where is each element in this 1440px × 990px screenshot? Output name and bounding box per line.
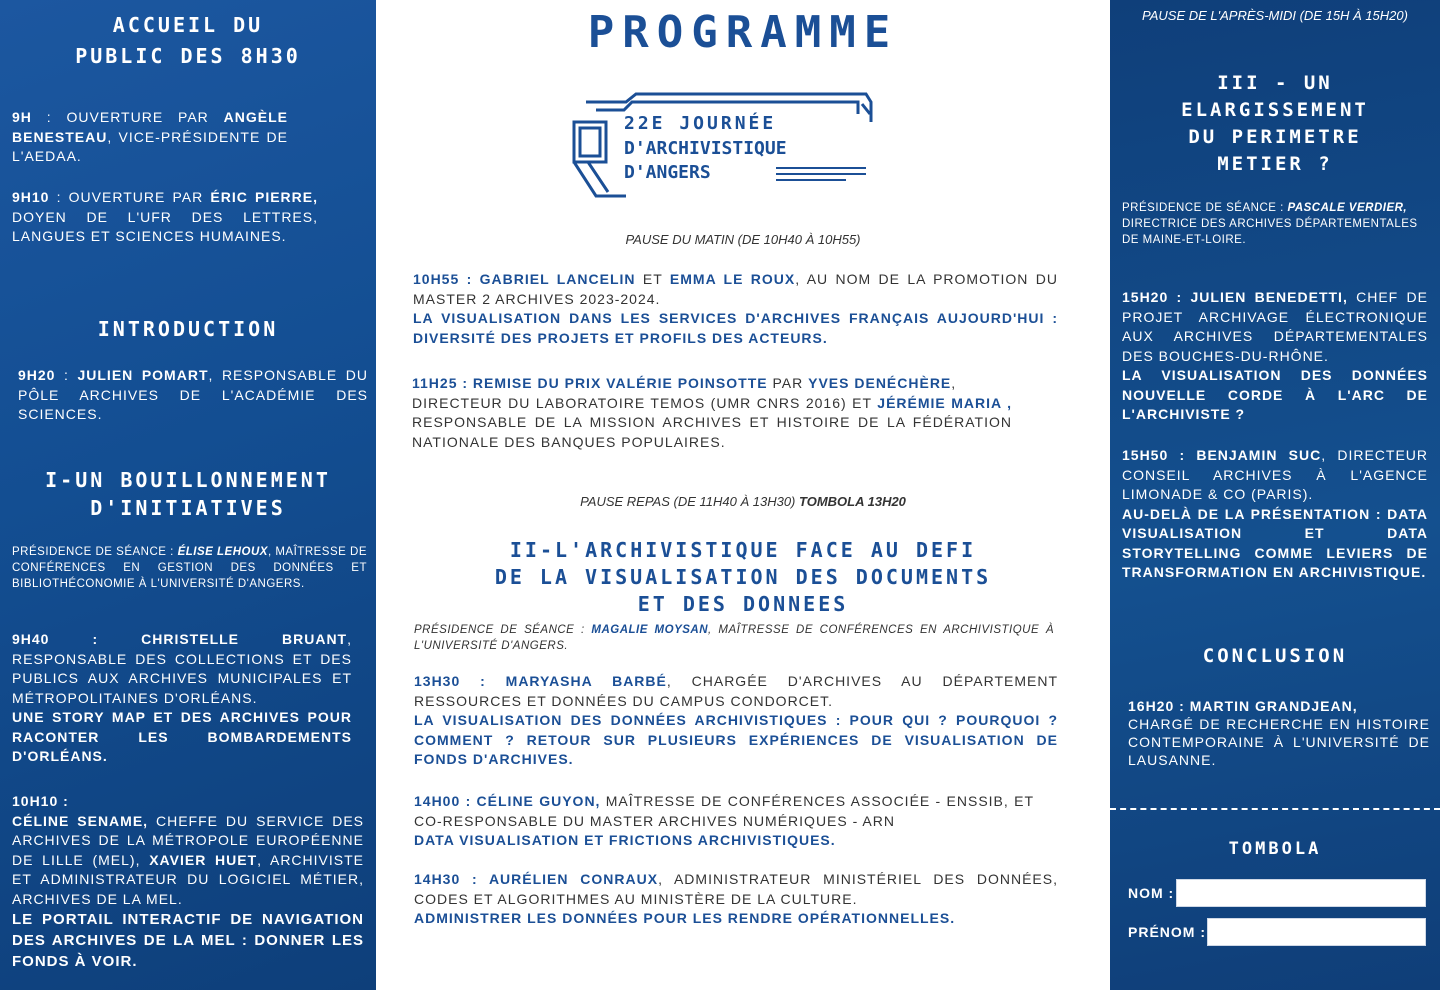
speaker-role: DIRECTEUR DU LABORATOIRE TEMOS (UMR CNRS 2016) ET: [412, 394, 878, 411]
talk-head: 10H55 : GABRIEL LANCELIN: [413, 271, 636, 287]
speaker-name: YVES DENÉCHÈRE: [808, 375, 952, 391]
talk-10h55: [413, 270, 1058, 348]
speaker-role: MAÎTRESSE DE CONFÉRENCES ASSOCIÉE - ENSSIB, ET CO-RESPONSABLE DU MASTER ARCHIVES NUMÉRIQUES - ARN: [414, 793, 1034, 829]
connector: PAR: [767, 375, 809, 391]
nom-label: NOM :: [1128, 885, 1175, 901]
speaker-role: RESPONSABLE DE LA MISSION ARCHIVES ET HISTOIRE DE LA FÉDÉRATION NATIONALE DES BANQUES POPULAIRES.: [412, 414, 1012, 450]
left-column: [0, 0, 376, 990]
prenom-label: PRÉNOM :: [1128, 924, 1206, 940]
session-9h40: [12, 630, 352, 767]
middle-column: [376, 0, 1110, 990]
session-9h20: [18, 366, 368, 425]
part2-presidency: [414, 622, 1054, 654]
session-time: 9H20: [18, 367, 56, 383]
speaker-role: , RESPONSABLE DES COLLECTIONS ET DES PUBLICS AUX ARCHIVES MUNICIPALES ET MÉTROPOLITAINES D'ORLÉANS.: [12, 631, 352, 706]
part3-line-3: DU PERIMETRE: [1188, 126, 1362, 148]
archive-logo-icon: [566, 92, 876, 204]
speaker-name: CÉLINE SENAME,: [12, 812, 149, 829]
part3-presidency: [1122, 200, 1428, 248]
talk-title: LA VISUALISATION DES DONNÉES NOUVELLE CORDE À L'ARC DE L'ARCHIVISTE ?: [1122, 367, 1428, 422]
talk-13h30: [414, 672, 1058, 770]
speaker-role: DOYEN DE L'UFR DES LETTRES, LANGUES ET SCIENCES HUMAINES.: [12, 208, 318, 244]
part3-line-4: METIER ?: [1217, 153, 1333, 175]
talk-title: LA VISUALISATION DANS LES SERVICES D'ARCHIVES FRANÇAIS AUJOURD'HUI : DIVERSITÉ DES PROJETS ET PROFILS DES ACTEURS.: [413, 310, 1058, 346]
speaker-role: , ADMINISTRATEUR MINISTÉRIEL DES DONNÉES, CODES ET ALGORITHMES AU MINISTÈRE DE LA CULTURE.: [414, 871, 1059, 907]
programme-title: PROGRAMME: [587, 7, 899, 58]
separator: ,: [951, 375, 957, 391]
session-9h10: [12, 188, 318, 247]
talk-15h50: [1122, 446, 1428, 583]
part1-presidency: [12, 544, 367, 592]
part2-heading: [416, 537, 1070, 618]
session-9h: [12, 108, 288, 167]
speaker-role: , DIRECTEUR CONSEIL ARCHIVES À L'AGENCE LIMONADE & CO (PARIS).: [1122, 447, 1429, 502]
logo-line-3: D'ANGERS: [624, 162, 711, 183]
speaker-name: ÉRIC PIERRE,: [210, 189, 318, 205]
speaker-name: XAVIER HUET: [149, 851, 258, 868]
talk-title: LA VISUALISATION DES DONNÉES ARCHIVISTIQUES : POUR QUI ? POURQUOI ? COMMENT ? RETOUR SUR PLUSIEURS EXPÉRIENCES DE VISUALISATION DE FONDS D'ARCHIVES.: [414, 712, 1058, 767]
talk-16h20: [1128, 697, 1430, 769]
tombola-time: TOMBOLA 13H20: [799, 494, 906, 509]
session-head: 9H40 : CHRISTELLE BRUANT: [12, 631, 348, 647]
speaker-name: JULIEN POMART: [77, 367, 209, 383]
session-text: : OUVERTURE PAR: [31, 109, 224, 125]
talk-15h20: [1122, 288, 1428, 425]
president-role: DIRECTRICE DES ARCHIVES DÉPARTEMENTALES DE MAINE-ET-LOIRE.: [1122, 218, 1418, 246]
part1-line-1: I-UN BOUILLONNEMENT: [45, 468, 331, 492]
talk-14h00: [414, 792, 1034, 851]
speaker-role: , ARCHIVISTE ET ADMINISTRATEUR DU LOGICIEL MÉTIER, ARCHIVES DE LA MEL.: [12, 851, 364, 907]
part3-heading: [1110, 70, 1440, 178]
part2-line-3: ET DES DONNEES: [637, 592, 849, 616]
speaker-role: , VICE-PRÉSIDENTE DE L'AEDAA.: [12, 128, 288, 164]
speaker-role: , CHARGÉE D'ARCHIVES AU DÉPARTEMENT RESSOURCES ET DONNÉES DU CAMPUS CONDORCET.: [414, 673, 1058, 709]
separator: :: [55, 367, 78, 383]
speaker-name: EMMA LE ROUX: [669, 271, 796, 287]
pause-lunch-text: PAUSE REPAS (DE 11H40 À 13H30): [580, 494, 799, 509]
talk-title: LE PORTAIL INTERACTIF DE NAVIGATION DES ARCHIVES DE LA MEL : DONNER LES FONDS À VOIR.: [12, 911, 364, 970]
speaker-name: JÉRÉMIE MARIA ,: [877, 394, 1012, 411]
logo-line-2: D'ARCHIVISTIQUE: [624, 138, 787, 159]
connector: ET: [635, 271, 670, 287]
part2-line-2: DE LA VISUALISATION DES DOCUMENTS: [494, 565, 992, 589]
talk-14h30: [414, 870, 1058, 929]
talk-title: AU-DELÀ DE LA PRÉSENTATION : DATA VISUALISATION ET DATA STORYTELLING COMME LEVIERS DE TRANSFORMATION EN ARCHIVISTIQUE.: [1122, 505, 1428, 580]
introduction-heading: INTRODUCTION: [97, 317, 279, 341]
speaker-role: CHEFFE DU SERVICE DES ARCHIVES DE LA MÉTROPOLE EUROPÉENNE DE LILLE (MEL),: [12, 812, 364, 868]
tombola-heading: TOMBOLA: [1228, 839, 1322, 859]
logo-line-1: 22E JOURNÉE: [624, 113, 777, 134]
presidency-label: PRÉSIDENCE DE SÉANCE :: [1122, 202, 1288, 214]
presidency-label: PRÉSIDENCE DE SÉANCE :: [414, 624, 592, 636]
part1-heading: [0, 466, 376, 522]
talk-head: 15H50 : BENJAMIN SUC: [1122, 447, 1322, 463]
conclusion-heading: CONCLUSION: [1202, 645, 1348, 667]
pause-lunch: [376, 494, 1110, 509]
talk-head: 15H20 : JULIEN BENEDETTI,: [1122, 289, 1348, 305]
talk-head: 14H30 : AURÉLIEN CONRAUX: [414, 871, 659, 887]
part2-line-1: II-L'ARCHIVISTIQUE FACE AU DEFI: [509, 538, 977, 562]
talk-11h25: [412, 374, 1052, 452]
president-name: PASCALE VERDIER,: [1287, 202, 1408, 214]
president-role: , MAÎTRESSE DE CONFÉRENCES EN GESTION DES DONNÉES ET BIBLIOTHÉCONOMIE À L'UNIVERSITÉ D'ANGERS.: [12, 546, 367, 590]
welcome-line-2: PUBLIC DES 8H30: [75, 44, 301, 68]
event-logo: [566, 92, 876, 204]
speaker-name: ANGÈLE BENESTEAU: [12, 109, 288, 145]
president-name: MAGALIE MOYSAN: [591, 624, 709, 636]
talk-title: DATA VISUALISATION ET FRICTIONS ARCHIVISTIQUES.: [414, 832, 836, 848]
president-role: , MAÎTRESSE DE CONFÉRENCES EN ARCHIVISTIQUE À L'UNIVERSITÉ D'ANGERS.: [414, 624, 1054, 652]
talk-head: 13H30 : MARYASHA BARBÉ: [414, 673, 667, 689]
speaker-role: , AU NOM DE LA PROMOTION DU MASTER 2 ARCHIVES 2023-2024.: [413, 271, 1058, 307]
speaker-role: CHARGÉ DE RECHERCHE EN HISTOIRE CONTEMPORAINE À L'UNIVERSITÉ DE LAUSANNE.: [1128, 716, 1430, 768]
speaker-role: CHEF DE PROJET ARCHIVAGE ÉLECTRONIQUE AUX ARCHIVES DÉPARTEMENTALES DES BOUCHES-DU-RHÔNE.: [1122, 289, 1428, 364]
part3-line-1: III - UN: [1217, 72, 1333, 94]
prenom-input[interactable]: [1207, 918, 1426, 946]
president-name: ÉLISE LEHOUX: [177, 546, 268, 558]
welcome-heading: [0, 10, 376, 72]
part3-line-2: ELARGISSEMENT: [1181, 99, 1369, 121]
session-text: : OUVERTURE PAR: [49, 189, 211, 205]
pause-morning: PAUSE DU MATIN (DE 10H40 À 10H55): [625, 232, 861, 247]
speaker-role: , RESPONSABLE DU PÔLE ARCHIVES DE L'ACADÉMIE DES SCIENCES.: [18, 367, 368, 422]
talk-head: 11H25 : REMISE DU PRIX VALÉRIE POINSOTTE: [412, 375, 768, 391]
right-column: [1110, 0, 1440, 990]
nom-input[interactable]: [1176, 879, 1426, 907]
presidency-label: PRÉSIDENCE DE SÉANCE :: [12, 546, 178, 558]
session-time: 9H10: [12, 189, 50, 205]
talk-head: 14H00 : CÉLINE GUYON,: [414, 793, 601, 809]
session-time: 10H10 :: [12, 793, 69, 809]
pause-afternoon: PAUSE DE L'APRÈS-MIDI (DE 15H À 15H20): [1142, 8, 1408, 23]
talk-title: UNE STORY MAP ET DES ARCHIVES POUR RACONTER LES BOMBARDEMENTS D'ORLÉANS.: [12, 709, 352, 764]
session-time: 9H: [12, 109, 32, 125]
part1-line-2: D'INITIATIVES: [90, 496, 286, 520]
session-10h10: [12, 792, 364, 972]
talk-head: 16H20 : MARTIN GRANDJEAN,: [1128, 698, 1358, 714]
tombola-divider: [1110, 808, 1440, 810]
welcome-line-1: ACCUEIL DU: [112, 13, 264, 37]
talk-title: ADMINISTRER LES DONNÉES POUR LES RENDRE OPÉRATIONNELLES.: [414, 910, 956, 926]
